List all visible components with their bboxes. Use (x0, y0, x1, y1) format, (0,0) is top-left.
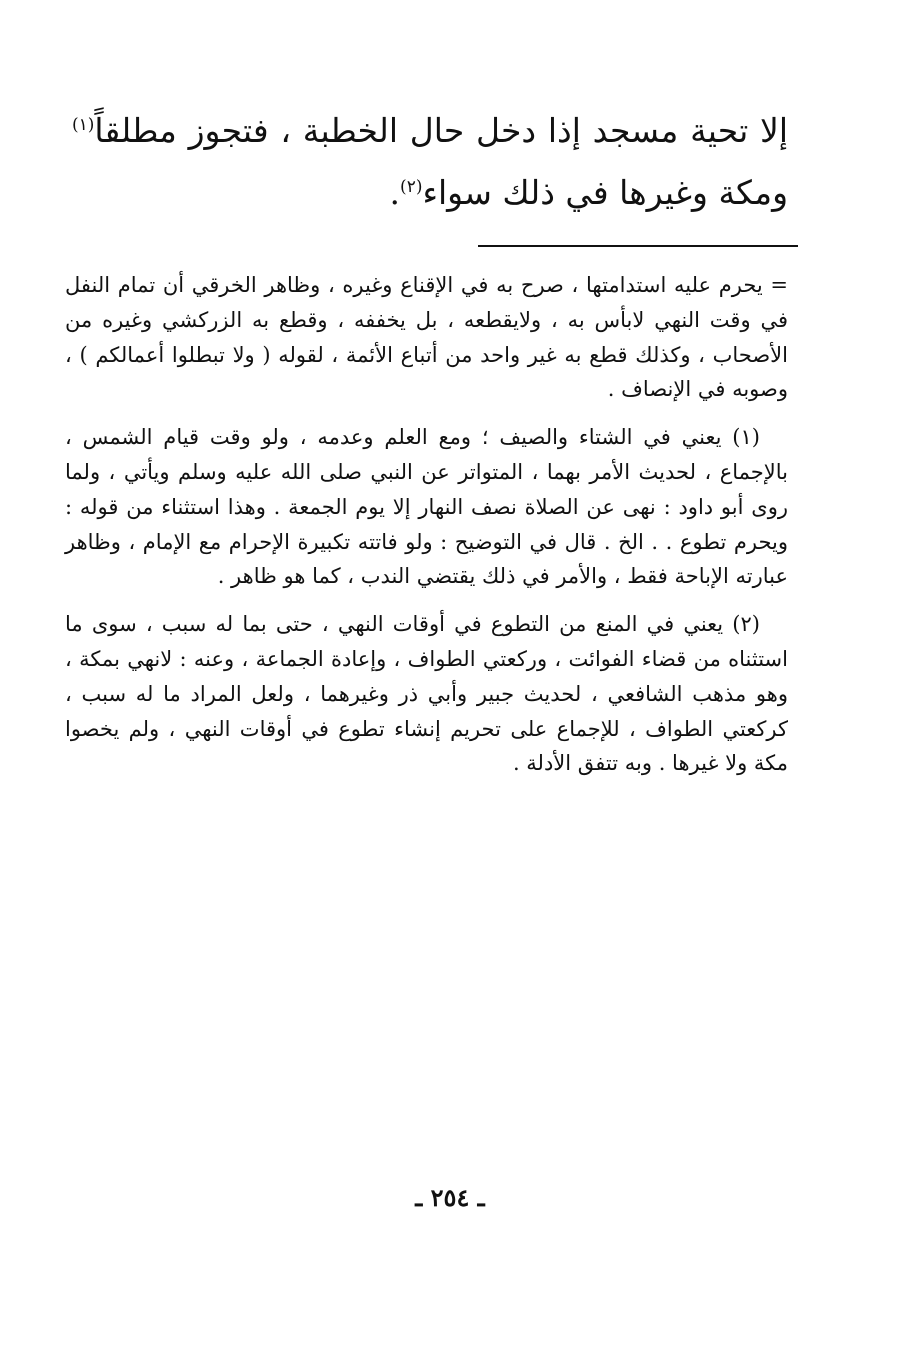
main-text-part1: إلا تحية مسجد إذا دخل حال الخطبة ، فتجوز مطلقاً (94, 111, 788, 150)
footnote-1: (١) يعني في الشتاء والصيف ؛ ومع العلم وعدمه ، ولو وقت قيام الشمس ، بالإجماع ، لحديث الأمر بهما ، المتواتر عن النبي صلى الله عليه وسلم ويأتي ، ولما روى أبو داود : نهى عن الصلاة نصف النهار إلا يوم الجمعة . وهذا استثناء من قوله : ويحرم تطوع . . الخ . قال في التوضيح : ولو فاتته تكبيرة الإحرام مع الإمام ، وظاهر عبارته الإباحة فقط ، والأمر في ذلك يقتضي الندب ، كما هو ظاهر . (65, 425, 788, 589)
main-text-part3: . (389, 173, 401, 212)
footnote-ref-1: (١) (72, 115, 95, 135)
page-number: ـ ٢٥٤ ـ (415, 1183, 485, 1212)
main-body-text (72, 100, 788, 224)
footnote-ref-2: (٢) (400, 177, 423, 197)
footnote-continuation: = يحرم عليه استدامتها ، صرح به في الإقناع وغيره ، وظاهر الخرقي أن تمام النفل في وقت النهي لابأس به ، ولايقطعه ، بل يخففه ، وقطع به الزركشي وغيره من الأصحاب ، وكذلك قطع به غير واحد من أتباع الأئمة ، لقوله ( ولا تبطلوا أعمالكم ) ، وصوبه في الإنصاف . (65, 273, 788, 402)
footnote-2: (٢) يعني في المنع من التطوع في أوقات النهي ، حتى بما له سبب ، سوى ما استثناه من قضاء الفوائت ، وركعتي الطواف ، وإعادة الجماعة ، وعنه : لانهي بمكة ، وهو مذهب الشافعي ، لحديث جبير وأبي ذر وغيرهما ، ولعل المراد ما له سبب ، كركعتي الطواف ، للإجماع على تحريم إنشاء تطوع في أوقات النهي ، ولم يخصوا مكة ولا غيرها . وبه تتفق الأدلة . (65, 612, 788, 776)
footnotes-section (65, 268, 788, 794)
main-text-part2: ومكة وغيرها في ذلك سواء (422, 173, 788, 212)
footnote-separator (478, 245, 798, 247)
